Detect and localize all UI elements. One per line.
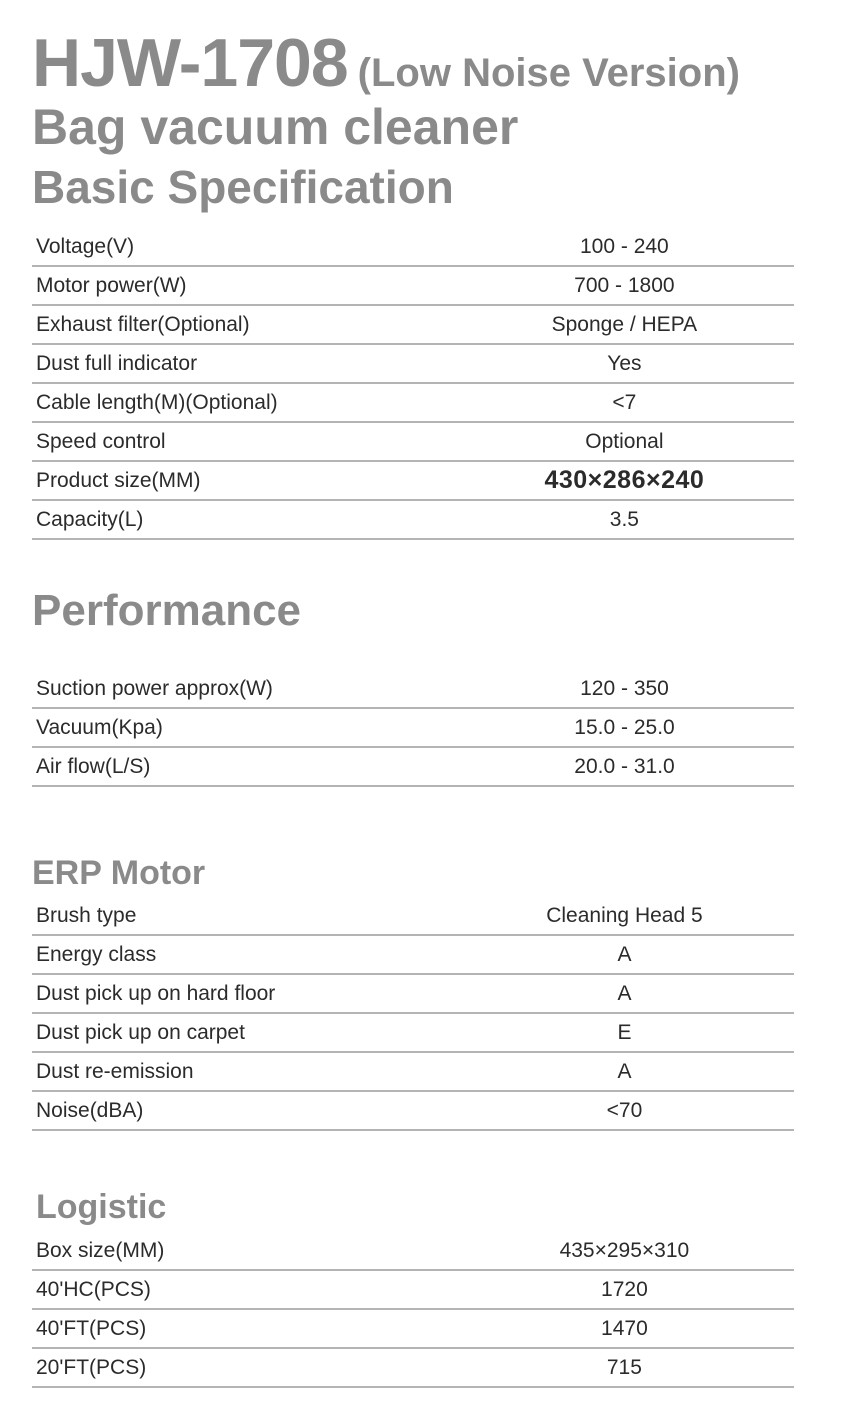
spec-label: Product size(MM): [32, 461, 455, 500]
spec-label: Speed control: [32, 422, 455, 461]
spec-value: 20.0 - 31.0: [455, 747, 794, 786]
spec-value: A: [455, 1052, 794, 1091]
section-title-logistic: Logistic: [36, 1188, 167, 1226]
spec-value: A: [455, 974, 794, 1013]
table-row: [32, 935, 794, 974]
model-variant: (Low Noise Version): [357, 51, 740, 95]
spec-value: A: [455, 935, 794, 974]
table-row: [32, 1052, 794, 1091]
spec-value: <70: [455, 1091, 794, 1130]
table-row: [32, 228, 794, 266]
section-title-basic: Basic Specification: [32, 161, 454, 213]
product-heading: [32, 24, 740, 102]
spec-value: Sponge / HEPA: [455, 305, 794, 344]
spec-value: Optional: [455, 422, 794, 461]
spec-label: Exhaust filter(Optional): [32, 305, 455, 344]
spec-value: 435×295×310: [455, 1232, 794, 1270]
spec-label: 40'HC(PCS): [32, 1270, 455, 1309]
table-row: [32, 500, 794, 539]
section-title-performance: Performance: [32, 586, 302, 635]
table-row: [32, 383, 794, 422]
spec-value: 1720: [455, 1270, 794, 1309]
table-row: [32, 897, 794, 935]
spec-label: Dust pick up on hard floor: [32, 974, 455, 1013]
spec-label: Brush type: [32, 897, 455, 935]
spec-label: Noise(dBA): [32, 1091, 455, 1130]
logistic-table: [32, 1232, 794, 1388]
erp-motor-table: [32, 897, 794, 1131]
table-row: [32, 305, 794, 344]
spec-label: Suction power approx(W): [32, 670, 455, 708]
spec-value: Yes: [455, 344, 794, 383]
spec-value: 700 - 1800: [455, 266, 794, 305]
spec-value: 430×286×240: [455, 461, 794, 500]
spec-value: 100 - 240: [455, 228, 794, 266]
spec-label: Cable length(M)(Optional): [32, 383, 455, 422]
spec-label: Voltage(V): [32, 228, 455, 266]
performance-table: [32, 670, 794, 787]
table-row: [32, 1270, 794, 1309]
spec-value: E: [455, 1013, 794, 1052]
product-type: Bag vacuum cleaner: [32, 99, 519, 155]
spec-label: Vacuum(Kpa): [32, 708, 455, 747]
table-row: [32, 1348, 794, 1387]
spec-value: 3.5: [455, 500, 794, 539]
spec-label: Dust pick up on carpet: [32, 1013, 455, 1052]
table-row: [32, 1232, 794, 1270]
table-row: [32, 708, 794, 747]
spec-value: 15.0 - 25.0: [455, 708, 794, 747]
spec-value: 120 - 350: [455, 670, 794, 708]
table-row: [32, 422, 794, 461]
table-row: [32, 344, 794, 383]
section-title-erp-motor: ERP Motor: [32, 854, 206, 892]
spec-value: <7: [455, 383, 794, 422]
spec-value: 1470: [455, 1309, 794, 1348]
spec-label: Air flow(L/S): [32, 747, 455, 786]
spec-value: Cleaning Head 5: [455, 897, 794, 935]
table-row: [32, 670, 794, 708]
spec-label: Energy class: [32, 935, 455, 974]
spec-label: 20'FT(PCS): [32, 1348, 455, 1387]
spec-label: Box size(MM): [32, 1232, 455, 1270]
table-row: [32, 747, 794, 786]
spec-label: Dust re-emission: [32, 1052, 455, 1091]
spec-label: Dust full indicator: [32, 344, 455, 383]
spec-label: 40'FT(PCS): [32, 1309, 455, 1348]
model-number: HJW-1708: [32, 25, 348, 101]
spec-label: Capacity(L): [32, 500, 455, 539]
table-row: [32, 1091, 794, 1130]
spec-value: 715: [455, 1348, 794, 1387]
table-row: [32, 1013, 794, 1052]
table-row: [32, 974, 794, 1013]
spec-label: Motor power(W): [32, 266, 455, 305]
table-row: [32, 266, 794, 305]
basic-spec-table: [32, 228, 794, 540]
table-row: [32, 461, 794, 500]
table-row: [32, 1309, 794, 1348]
